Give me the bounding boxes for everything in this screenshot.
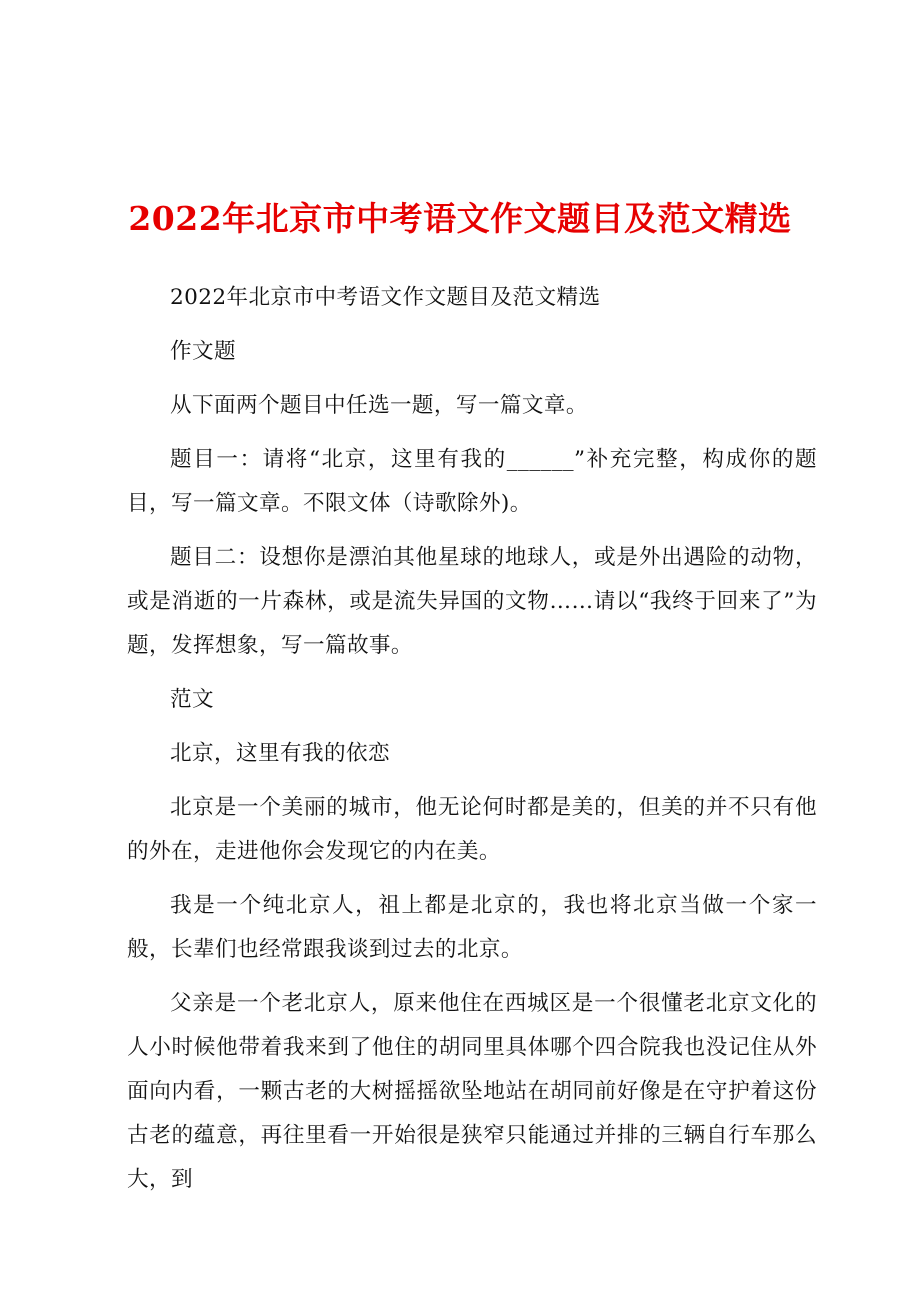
paragraph-topic-two: 题目二：设想你是漂泊其他星球的地球人，或是外出遇险的动物，或是消逝的一片森林，或是流失异国的文物……请以“我终于回来了”为题，发挥想象，写一篇故事。 <box>127 545 817 658</box>
paragraph-essay-title: 北京，这里有我的依恋 <box>170 741 390 766</box>
paragraph-essay-body: 父亲是一个老北京人，原来他住在西城区是一个很懂老北京文化的人小时候他带着我来到了他住的胡同里具体哪个四合院我也没记住从外面向内看，一颗古老的大树摇摇欲坠地站在胡同前好像是在守护着这份古老的蕴意，再往里看一开始很是狭窄只能通过并排的三辆自行车那么大，到 <box>127 991 817 1192</box>
paragraph-section-heading-sample: 范文 <box>170 687 214 712</box>
paragraph-essay-body: 我是一个纯北京人，祖上都是北京的，我也将北京当做一个家一般，长辈们也经常跟我谈到过去的北京。 <box>127 893 817 962</box>
paragraph-subtitle: 2022年北京市中考语文作文题目及范文精选 <box>170 285 601 310</box>
document-title: 2022年北京市中考语文作文题目及范文精选 <box>128 199 792 238</box>
paragraph-instruction: 从下面两个题目中任选一题，写一篇文章。 <box>170 393 588 418</box>
document-body <box>127 276 817 1202</box>
paragraph-essay-body: 北京是一个美丽的城市，他无论何时都是美的，但美的并不只有他的外在，走进他你会发现它的内在美。 <box>127 795 817 864</box>
paragraph-section-heading-prompts: 作文题 <box>170 339 236 364</box>
paragraph-topic-one: 题目一：请将“北京，这里有我的______”补充完整，构成你的题目，写一篇文章。不限文体（诗歌除外)。 <box>127 447 817 516</box>
